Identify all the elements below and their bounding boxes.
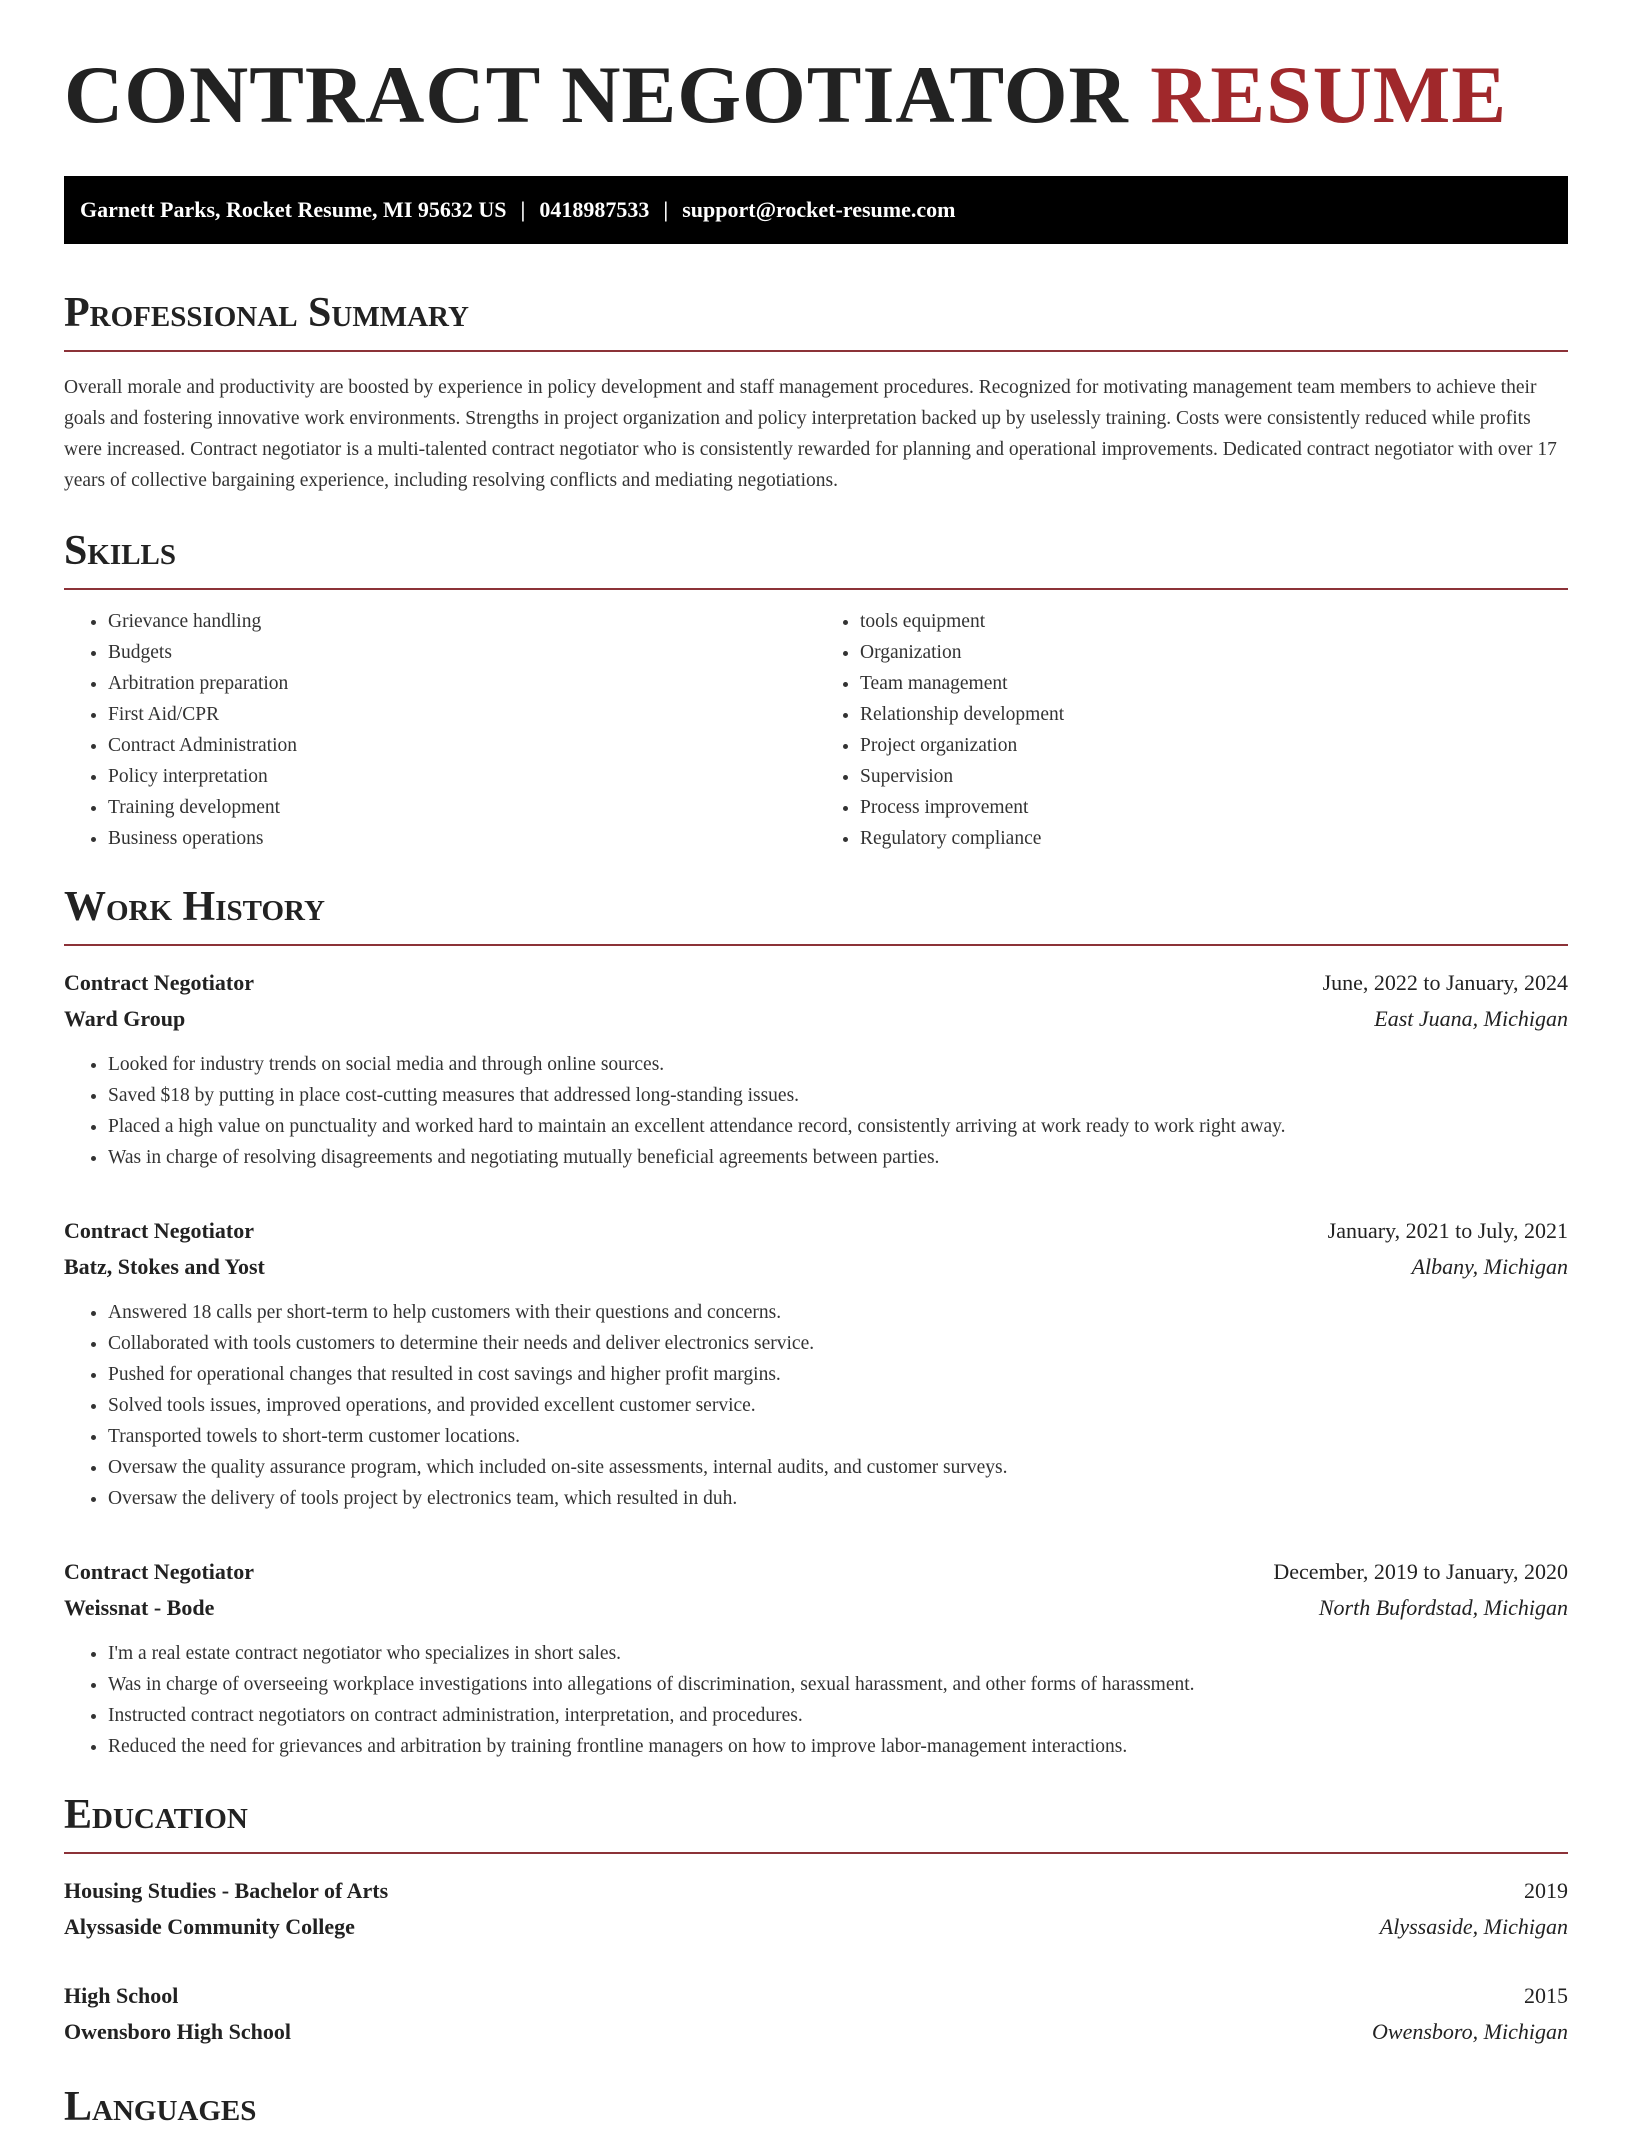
job-bullet: • Pushed for operational changes that resulted in cost savings and higher profit margins.	[108, 1359, 1568, 1390]
contact-separator: |	[663, 197, 669, 222]
skill-item: • Project organization	[860, 730, 1568, 761]
title-accent: RESUME	[1150, 49, 1508, 140]
job-company-row	[64, 1001, 1568, 1037]
skill-item: • Team management	[860, 668, 1568, 699]
job-bullet: • Was in charge of overseeing workplace investigations into allegations of discrimination, sexual harassment, and other forms of harassment.	[108, 1669, 1568, 1700]
section-heading-work-history: Work History	[64, 886, 1568, 946]
skill-item: • Policy interpretation	[108, 761, 816, 792]
job-bullet: • I'm a real estate contract negotiator who specializes in short sales.	[108, 1638, 1568, 1669]
job-bullet: • Reduced the need for grievances and arbitration by training frontline managers on how to improve labor-management interactions.	[108, 1731, 1568, 1762]
job-bullet: • Instructed contract negotiators on contract administration, interpretation, and procedures.	[108, 1700, 1568, 1731]
job-location: North Bufordstad, Michigan	[1318, 1595, 1568, 1620]
job-company: Batz, Stokes and Yost	[64, 1254, 265, 1279]
job-bullet: • Looked for industry trends on social media and through online sources.	[108, 1049, 1568, 1080]
contact-separator: |	[520, 197, 526, 222]
job-dates: December, 2019 to January, 2020	[1273, 1559, 1568, 1584]
job-entry	[64, 965, 1568, 1173]
job-bullet: • Oversaw the delivery of tools project by electronics team, which resulted in duh.	[108, 1483, 1568, 1514]
skill-item: • Relationship development	[860, 699, 1568, 730]
education-degree-row	[64, 1978, 1568, 2014]
job-location: Albany, Michigan	[1411, 1254, 1568, 1279]
section-heading-languages: Languages	[64, 2084, 257, 2130]
skill-item: • Grievance handling	[108, 606, 816, 637]
resume-title	[64, 0, 1568, 140]
job-bullet: • Answered 18 calls per short-term to help customers with their questions and concerns.	[108, 1297, 1568, 1328]
education-school-row	[64, 1909, 1568, 1945]
skill-item: • Business operations	[108, 823, 816, 854]
job-bullets	[64, 1049, 1568, 1173]
education-year: 2015	[1524, 1983, 1568, 2008]
job-entry	[64, 1554, 1568, 1762]
job-bullet: • Solved tools issues, improved operations, and provided excellent customer service.	[108, 1390, 1568, 1421]
contact-email: support@rocket-resume.com	[682, 197, 956, 222]
job-dates: June, 2022 to January, 2024	[1322, 970, 1568, 995]
skill-item: • Training development	[108, 792, 816, 823]
job-title: Contract Negotiator	[64, 1218, 254, 1243]
job-company: Ward Group	[64, 1006, 186, 1031]
education-school: Alyssaside Community College	[64, 1914, 355, 1939]
job-bullet: • Was in charge of resolving disagreements and negotiating mutually beneficial agreements between parties.	[108, 1142, 1568, 1173]
job-header-row	[64, 965, 1568, 1001]
job-company-row	[64, 1590, 1568, 1626]
skill-item: • Regulatory compliance	[860, 823, 1568, 854]
summary-text: Overall morale and productivity are boosted by experience in policy development and staff management procedures. Recognized for motivating management team members to achieve their goals and fostering innovative work environments. Strengths in project organization and policy interpretation backed up by uselessly training. Costs were consistently reduced while profits were increased. Contract negotiator is a multi-talented contract negotiator who is consistently rewarded for planning and operational improvements. Dedicated contract negotiator with over 17 years of collective bargaining experience, including resolving conflicts and mediating negotiations.	[64, 377, 1557, 491]
skills-column-right	[816, 606, 1568, 854]
job-bullets	[64, 1297, 1568, 1514]
skill-item: • Budgets	[108, 637, 816, 668]
job-bullet: • Oversaw the quality assurance program, which included on-site assessments, internal audits, and customer surveys.	[108, 1452, 1568, 1483]
education-location: Alyssaside, Michigan	[1379, 1914, 1568, 1939]
skill-item: • tools equipment	[860, 606, 1568, 637]
job-title: Contract Negotiator	[64, 1559, 254, 1584]
title-main: CONTRACT NEGOTIATOR	[64, 49, 1129, 140]
skills-column-left	[64, 606, 816, 854]
education-location: Owensboro, Michigan	[1372, 2019, 1568, 2044]
skill-item: • First Aid/CPR	[108, 699, 816, 730]
section-heading-education: Education	[64, 1794, 1568, 1854]
job-title: Contract Negotiator	[64, 970, 254, 995]
job-bullet: • Transported towels to short-term customer locations.	[108, 1421, 1568, 1452]
education-entry	[64, 1978, 1568, 2050]
skill-item: • Supervision	[860, 761, 1568, 792]
job-dates: January, 2021 to July, 2021	[1327, 1218, 1568, 1243]
contact-address: Garnett Parks, Rocket Resume, MI 95632 US	[80, 197, 507, 222]
skill-item: • Organization	[860, 637, 1568, 668]
job-company: Weissnat - Bode	[64, 1595, 215, 1620]
job-bullet: • Saved $18 by putting in place cost-cutting measures that addressed long-standing issues.	[108, 1080, 1568, 1111]
section-heading-summary: Professional Summary	[64, 292, 1568, 352]
skill-item: • Contract Administration	[108, 730, 816, 761]
education-year: 2019	[1524, 1878, 1568, 1903]
job-bullets	[64, 1638, 1568, 1762]
education-school: Owensboro High School	[64, 2019, 291, 2044]
job-bullet: • Collaborated with tools customers to determine their needs and deliver electronics service.	[108, 1328, 1568, 1359]
skills-list	[64, 606, 1568, 854]
job-company-row	[64, 1249, 1568, 1285]
contact-bar	[64, 176, 1568, 244]
job-entry	[64, 1213, 1568, 1514]
skill-item: • Process improvement	[860, 792, 1568, 823]
education-degree: Housing Studies - Bachelor of Arts	[64, 1878, 389, 1903]
contact-phone: 0418987533	[539, 197, 650, 222]
skill-item: • Arbitration preparation	[108, 668, 816, 699]
education-degree-row	[64, 1873, 1568, 1909]
job-header-row	[64, 1554, 1568, 1590]
job-location: East Juana, Michigan	[1374, 1006, 1568, 1031]
section-heading-skills: Skills	[64, 530, 1568, 590]
education-entry	[64, 1873, 1568, 1945]
job-header-row	[64, 1213, 1568, 1249]
education-school-row	[64, 2014, 1568, 2050]
job-bullet: • Placed a high value on punctuality and worked hard to maintain an excellent attendance record, consistently arriving at work ready to work right away.	[108, 1111, 1568, 1142]
education-degree: High School	[64, 1983, 179, 2008]
